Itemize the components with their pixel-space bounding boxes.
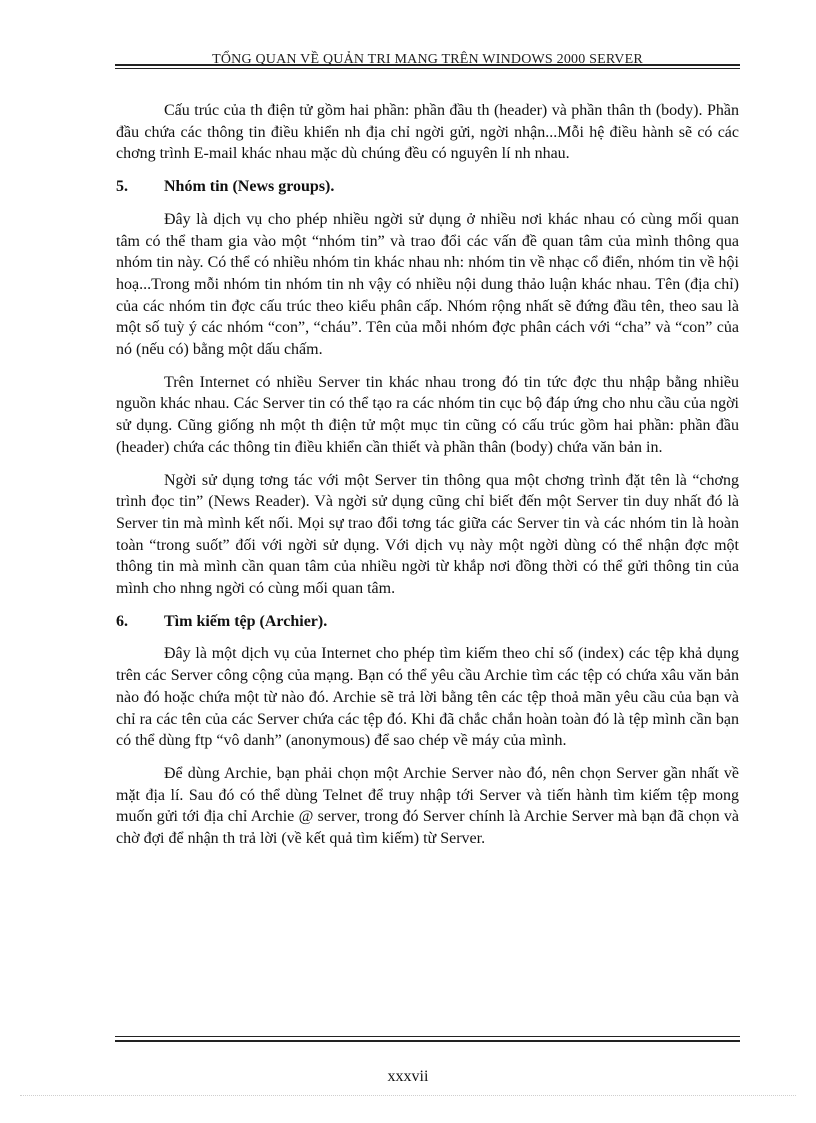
section-heading-5	[116, 176, 739, 198]
paragraph: Ngời sử dụng tơng tác với một Server tin thông qua một chơng trình đặt tên là “chơng trình đọc tin” (News Reader). Và ngời sử dụng cũng chỉ biết đến một Server tin duy nhất đó là Server tin mà mình kết nối. Mọi sự trao đổi tơng tác giữa các Server tin và các nhóm tin là hoàn toàn “trong suốt” đối với ngời sử dụng. Với dịch vụ này một ngời dùng có thể nhận đợc một thông tin mà mình cần quan tâm của nhiều ngời từ khắp nơi đồng thời có thể gửi thông tin của mình cho nhng ngời có cùng mối quan tâm.	[116, 471, 739, 598]
paragraph: Đây là một dịch vụ của Internet cho phép tìm kiếm theo chỉ số (index) các tệp khả dụng trên các Server công cộng của mạng. Bạn có thể yêu cầu Archie tìm các tệp có chứa xâu văn bản nào đó hoặc chứa một từ nào đó. Archie sẽ trả lời bằng tên các tệp thoả mãn yêu cầu của bạn và chỉ ra các tên của các Server chứa các tệp đó. Khi đã chắc chắn hoàn toàn đó là tệp mình cần bạn có thể dùng ftp “vô danh” (anonymous) để sao chép về máy của mình.	[116, 645, 739, 750]
section-number: 5.	[116, 178, 128, 196]
paragraph: Đây là dịch vụ cho phép nhiều ngời sử dụng ở nhiều nơi khác nhau có cùng mối quan tâm có thể tham gia vào một “nhóm tin” và trao đổi các vấn đề quan tâm của mình thông qua nhóm tin này. Có thể có nhiều nhóm tin khác nhau nh: nhóm tin về nhạc cổ điển, nhóm tin về hội hoạ...Trong mỗi nhóm tin nhóm tin nh vậy có nhiều nội dung thảo luận khác nhau. Tên (địa chỉ) của các nhóm tin đợc cấu trúc theo kiểu phân cấp. Nhóm rộng nhất sẽ đứng đầu tên, theo sau là một số tuỳ ý các nhóm “con”, “cháu”. Tên của mỗi nhóm đợc phân cách với “cha” và “con” của nó (nếu có) bằng một dấu chấm.	[116, 210, 739, 359]
paragraph: Để dùng Archie, bạn phải chọn một Archie Server nào đó, nên chọn Server gần nhất về mặt địa lí. Sau đó có thể dùng Telnet để truy nhập tới Server và tiến hành tìm kiếm tệp mong muốn gửi tới địa chỉ Archie @ server, trong đó Server chính là Archie Server mà bạn đã chọn và chờ đợi để nhận th trả lời (về kết quả tìm kiếm) từ Server.	[116, 764, 739, 848]
page-number: xxxvii	[387, 1068, 429, 1085]
header-title: TỔNG QUAN VỀ QUẢN TRỊ MẠNG TRÊN WINDOWS 2000 SERVER	[212, 52, 643, 67]
section-title: Nhóm tin (News groups).	[164, 178, 335, 196]
paragraph: Trên Internet có nhiều Server tin khác nhau trong đó tin tức đợc thu nhập bằng nhiều nguồn khác nhau. Các Server tin có thể tạo ra các nhóm tin cục bộ đáp ứng cho nhu cầu của ngời sử dụng. Cũng giống nh một th điện tử một mục tin cũng có cấu trúc gồm hai phần: phần đầu (header) chứa các thông tin điều khiển cần thiết và phần thân (body) chứa văn bản in.	[116, 373, 739, 456]
document-body	[116, 100, 739, 861]
section-number: 6.	[116, 612, 128, 630]
footer-rule	[115, 1036, 740, 1042]
header-rule	[115, 64, 740, 69]
section-title: Tìm kiếm tệp (Archier).	[164, 612, 328, 630]
section-heading-6	[116, 611, 739, 633]
intro-paragraph: Cấu trúc của th điện tử gồm hai phần: phần đầu th (header) và phần thân th (body). Phần đầu chứa các thông tin điều khiển nh địa chỉ ngời gửi, ngời nhận...Mỗi hệ điều hành sẽ có các chơng trình E-mail khác nhau mặc dù chúng đều có nguyên lí nh nhau.	[116, 102, 739, 163]
page-bottom-border	[20, 1095, 796, 1096]
